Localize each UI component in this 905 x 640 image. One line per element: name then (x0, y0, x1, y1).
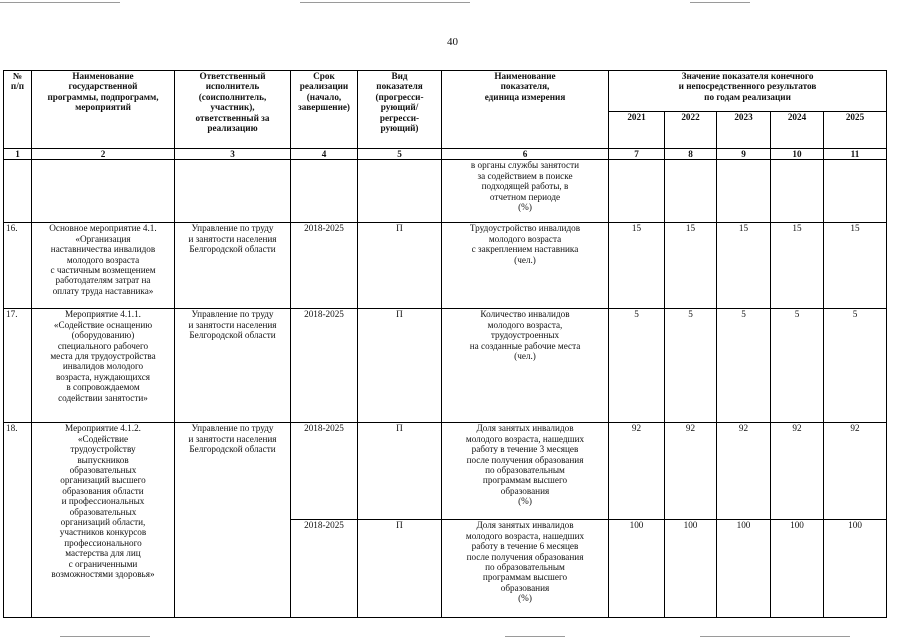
header-program-name: Наименование государственной программы, подпрограмм, мероприятий (32, 71, 175, 149)
column-number: 5 (358, 149, 442, 160)
indicator-type: П (358, 520, 442, 618)
column-number: 10 (771, 149, 824, 160)
executor: Управление по труду и занятости населения Белгородской области (175, 423, 291, 618)
column-number: 8 (665, 149, 717, 160)
value-2023: 100 (717, 520, 771, 618)
bottom-rule-middle (505, 636, 565, 637)
value-2024: 15 (771, 223, 824, 309)
value-2023: 15 (717, 223, 771, 309)
column-number: 2 (32, 149, 175, 160)
header-year: 2021 (609, 112, 665, 149)
value-2025: 100 (824, 520, 887, 618)
column-number: 7 (609, 149, 665, 160)
column-number: 1 (4, 149, 32, 160)
indicator-name: Количество инвалидов молодого возраста, трудоустроенных на созданные рабочие места (чел.) (442, 309, 609, 423)
indicator-type: П (358, 309, 442, 423)
header-indicator-type: Вид показателя (прогресси- рующий/ регресси- рующий) (358, 71, 442, 149)
value-2023: 5 (717, 309, 771, 423)
header-term: Срок реализации (начало, завершение) (291, 71, 358, 149)
value-2024: 5 (771, 309, 824, 423)
top-rule-right (690, 2, 750, 3)
program-name: Мероприятие 4.1.2. «Содействие трудоустройству выпускников образовательных организаций высшего образования области и профессиональных образовательных организаций области, участников конкурсов профессионального мастерства для лиц с ограниченными возможностями здоровья» (32, 423, 175, 618)
value-2021: 100 (609, 520, 665, 618)
indicator-name: Доля занятых инвалидов молодого возраста, нашедших работу в течение 3 месяцев после получения образования по образовательным программам высшего образования (%) (442, 423, 609, 520)
value-2021: 5 (609, 309, 665, 423)
column-number: 9 (717, 149, 771, 160)
value-2022: 92 (665, 423, 717, 520)
value-2023: 92 (717, 423, 771, 520)
value-2024: 92 (771, 423, 824, 520)
indicator-name: в органы службы занятости за содействием в поиске подходящей работы, в отчетном периоде (%) (442, 160, 609, 223)
table-row (4, 423, 887, 520)
indicator-type: П (358, 423, 442, 520)
top-rule-left (0, 2, 120, 3)
program-name: Основное мероприятие 4.1. «Организация наставничества инвалидов молодого возраста с частичным возмещением работодателям затрат на оплату труда наставника» (32, 223, 175, 309)
table-row (4, 309, 887, 423)
header-year: 2025 (824, 112, 887, 149)
row-number: 17. (4, 309, 32, 423)
top-rule-middle (300, 2, 470, 3)
indicators-table (3, 70, 887, 618)
header-indicator-name: Наименование показателя, единица измерения (442, 71, 609, 149)
value-2022: 5 (665, 309, 717, 423)
term: 2018-2025 (291, 309, 358, 423)
column-number: 6 (442, 149, 609, 160)
indicator-name: Трудоустройство инвалидов молодого возраста с закреплением наставника (чел.) (442, 223, 609, 309)
header-year: 2022 (665, 112, 717, 149)
value-2021: 92 (609, 423, 665, 520)
header-year: 2023 (717, 112, 771, 149)
table-row (4, 160, 887, 223)
column-number: 4 (291, 149, 358, 160)
indicator-name: Доля занятых инвалидов молодого возраста, нашедших работу в течение 6 месяцев после получения образования по образовательным программам высшего образования (%) (442, 520, 609, 618)
header-num: № п/п (4, 71, 32, 149)
header-year: 2024 (771, 112, 824, 149)
row-number: 16. (4, 223, 32, 309)
value-2025: 5 (824, 309, 887, 423)
value-2024: 100 (771, 520, 824, 618)
column-number: 11 (824, 149, 887, 160)
value-2022: 100 (665, 520, 717, 618)
term: 2018-2025 (291, 423, 358, 520)
executor: Управление по труду и занятости населения Белгородской области (175, 309, 291, 423)
term: 2018-2025 (291, 223, 358, 309)
value-2021: 15 (609, 223, 665, 309)
value-2025: 92 (824, 423, 887, 520)
column-number: 3 (175, 149, 291, 160)
value-2022: 15 (665, 223, 717, 309)
term: 2018-2025 (291, 520, 358, 618)
row-number: 18. (4, 423, 32, 618)
bottom-rule-right (700, 636, 850, 637)
bottom-rule-left (60, 636, 150, 637)
page-number: 40 (447, 36, 458, 48)
header-values-group: Значение показателя конечного и непосредственного результатов по годам реализации (609, 71, 887, 112)
executor: Управление по труду и занятости населения Белгородской области (175, 223, 291, 309)
indicator-type: П (358, 223, 442, 309)
table-row (4, 223, 887, 309)
program-name: Мероприятие 4.1.1. «Содействие оснащению (оборудованию) специального рабочего места для трудоустройства инвалидов молодого возраста, нуждающихся в сопровождаемом содействии занятости» (32, 309, 175, 423)
header-executor: Ответственный исполнитель (соисполнитель, участник), ответственный за реализацию (175, 71, 291, 149)
value-2025: 15 (824, 223, 887, 309)
